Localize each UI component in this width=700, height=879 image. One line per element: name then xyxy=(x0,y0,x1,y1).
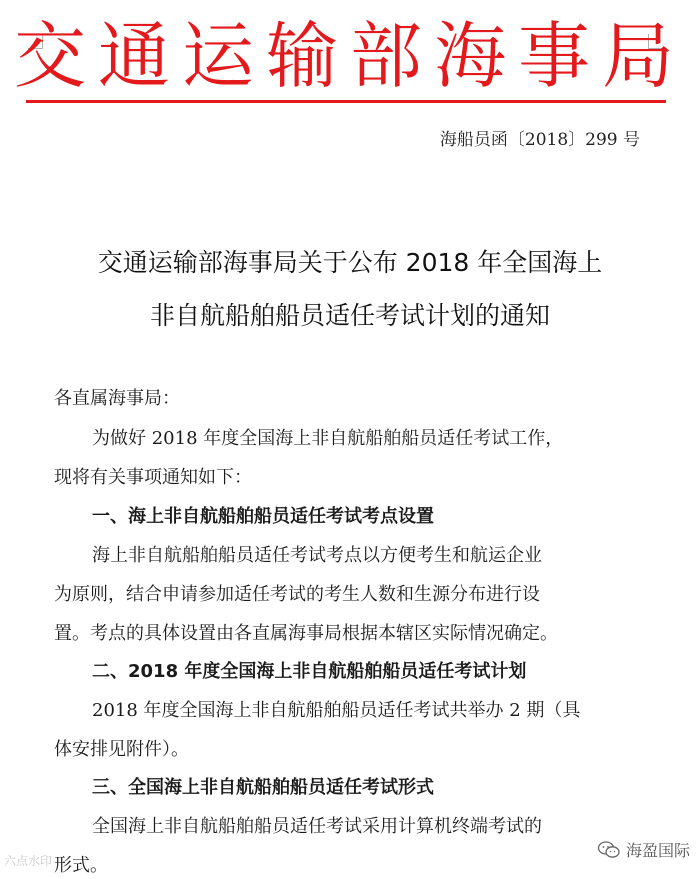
section-2-line-1: 2018 年度全国海上非自航船舶船员适任考试共举办 2 期（具 xyxy=(92,700,581,721)
wechat-icon xyxy=(598,841,620,859)
section-3-line-1: 全国海上非自航船舶船员适任考试采用计算机终端考试的 xyxy=(92,816,542,837)
section-1-line-3: 置。考点的具体设置由各直属海事局根据本辖区实际情况确定。 xyxy=(54,623,558,644)
notice-title-line-1: 交通运输部海事局关于公布 2018 年全国海上 xyxy=(97,248,603,277)
document-number: 海船员函〔2018〕299 号 xyxy=(439,130,640,150)
section-2-heading: 二、2018 年度全国海上非自航船舶船员适任考试计划 xyxy=(92,661,527,682)
section-1-line-1: 海上非自航船舶船员适任考试考点以方便考生和航运企业 xyxy=(92,545,542,566)
section-2-line-2: 体安排见附件）。 xyxy=(54,739,189,760)
section-3-heading: 三、全国海上非自航船舶船员适任考试形式 xyxy=(92,777,434,798)
section-1-line-2: 为原则，结合申请参加适任考试的考生人数和生源分布进行设 xyxy=(54,584,540,605)
section-3-line-2: 形式。 xyxy=(54,855,108,876)
section-1-heading: 一、海上非自航船舶船员适任考试考点设置 xyxy=(92,506,434,527)
intro-paragraph-line-1: 为做好 2018 年度全国海上非自航船舶船员适任考试工作， xyxy=(92,428,564,449)
watermark-right-text: 海盈国际 xyxy=(625,841,690,860)
watermark-left: 六点水印 xyxy=(4,854,53,868)
watermark-right xyxy=(598,838,690,861)
masthead-title: 交通运输部海事局 xyxy=(13,14,686,98)
intro-paragraph-line-2: 现将有关事项通知如下： xyxy=(54,467,252,488)
notice-title-line-2: 非自航船舶船员适任考试计划的通知 xyxy=(149,301,550,330)
salutation: 各直属海事局： xyxy=(54,388,180,409)
red-header-rule xyxy=(26,100,666,103)
